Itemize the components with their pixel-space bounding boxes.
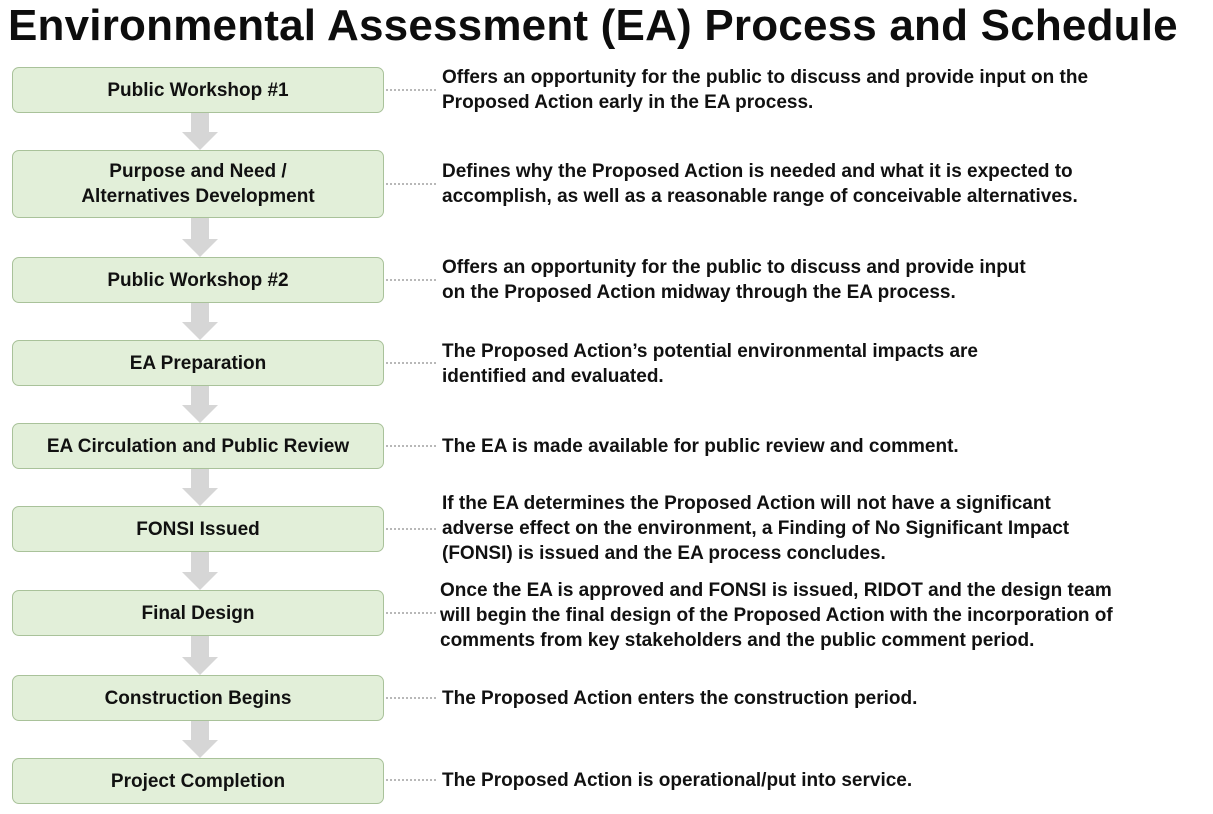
step-label: EA Preparation <box>129 352 267 374</box>
dotted-connector <box>386 779 436 781</box>
step-description: Defines why the Proposed Action is needed and what it is expected to accomplish, as well as a reasonable range of conceivable alternatives. <box>442 161 1078 207</box>
step-public-workshop-1 <box>12 67 384 113</box>
step-construction-begins <box>12 675 384 721</box>
step-description: The Proposed Action is operational/put into service. <box>442 770 913 791</box>
step-label: Public Workshop #2 <box>107 269 289 291</box>
step-label: Final Design <box>141 602 255 624</box>
step-label: Construction Begins <box>104 687 292 709</box>
step-description: Offers an opportunity for the public to discuss and provide input on the Proposed Action early in the EA process. <box>442 67 1089 113</box>
down-arrow-icon <box>180 218 220 257</box>
step-label: Purpose and Need / Alternatives Development <box>81 161 315 207</box>
step-ea-circulation <box>12 423 384 469</box>
step-description: The Proposed Action enters the construction period. <box>442 688 918 709</box>
step-description: The EA is made available for public review and comment. <box>442 436 959 457</box>
down-arrow-icon <box>180 113 220 150</box>
step-description: If the EA determines the Proposed Action will not have a significant adverse effect on the environment, a Finding of No Significant Impact (FONSI) is issued and the EA process concludes. <box>442 493 1070 564</box>
dotted-connector <box>386 279 436 281</box>
dotted-connector <box>386 445 436 447</box>
dotted-connector <box>386 697 436 699</box>
down-arrow-icon <box>180 636 220 675</box>
dotted-connector <box>386 362 436 364</box>
down-arrow-icon <box>180 469 220 506</box>
step-description: Offers an opportunity for the public to discuss and provide input on the Proposed Action midway through the EA process. <box>442 257 1026 303</box>
step-label: FONSI Issued <box>136 518 260 540</box>
step-label: Public Workshop #1 <box>107 79 289 101</box>
down-arrow-icon <box>180 303 220 340</box>
down-arrow-icon <box>180 386 220 423</box>
dotted-connector <box>386 183 436 185</box>
step-ea-preparation <box>12 340 384 386</box>
down-arrow-icon <box>180 552 220 590</box>
step-description: Once the EA is approved and FONSI is issued, RIDOT and the design team will begin the final design of the Proposed Action with the incorporation of comments from key stakeholders and the public comment period. <box>440 580 1113 651</box>
step-purpose-and-need <box>12 150 384 218</box>
step-public-workshop-2 <box>12 257 384 303</box>
dotted-connector <box>386 528 436 530</box>
step-description: The Proposed Action’s potential environmental impacts are identified and evaluated. <box>442 341 978 387</box>
dotted-connector <box>386 612 436 614</box>
step-fonsi-issued <box>12 506 384 552</box>
page-title: Environmental Assessment (EA) Process and Schedule <box>8 1 1178 50</box>
dotted-connector <box>386 89 436 91</box>
step-label: Project Completion <box>110 770 286 792</box>
step-label: EA Circulation and Public Review <box>46 435 350 457</box>
down-arrow-icon <box>180 721 220 758</box>
step-final-design <box>12 590 384 636</box>
step-project-completion <box>12 758 384 804</box>
